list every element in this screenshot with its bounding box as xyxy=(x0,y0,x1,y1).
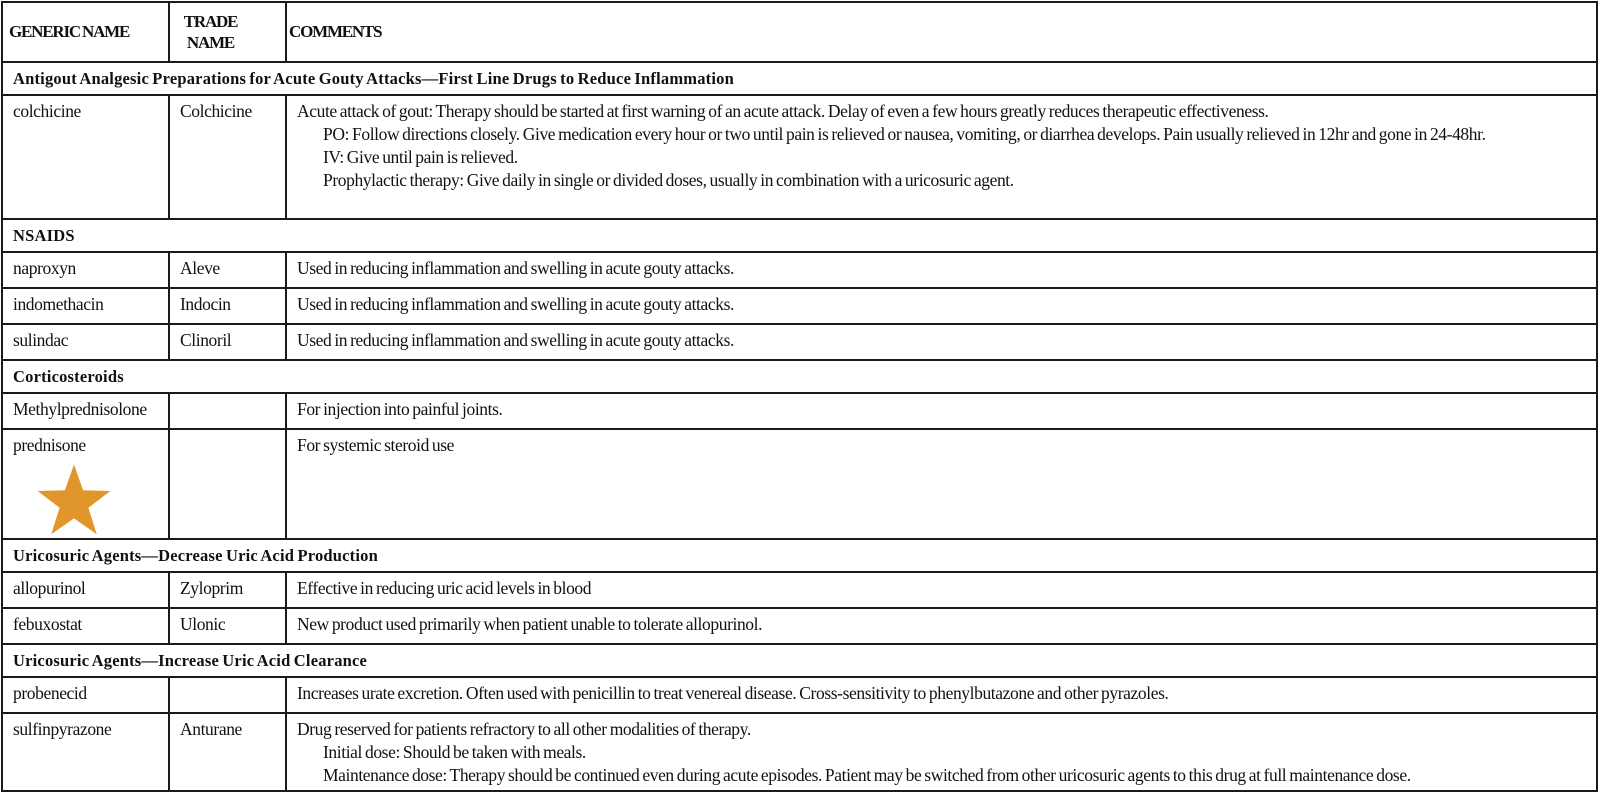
table-row xyxy=(2,677,1597,713)
trade-name-cell: Anturane xyxy=(169,713,286,791)
header-trade-name xyxy=(169,2,286,62)
star-icon xyxy=(36,463,112,535)
table-row xyxy=(2,429,1597,539)
section-title: Uricosuric Agents—Increase Uric Acid Clearance xyxy=(2,644,1597,677)
trade-name-cell: Zyloprim xyxy=(169,572,286,608)
generic-name-cell: allopurinol xyxy=(2,572,169,608)
comments-cell: Effective in reducing uric acid levels in blood xyxy=(286,572,1597,608)
table-row xyxy=(2,288,1597,324)
section-title: Uricosuric Agents—Decrease Uric Acid Production xyxy=(2,539,1597,572)
generic-name-cell: colchicine xyxy=(2,95,169,219)
comments-cell: Used in reducing inflammation and swelling in acute gouty attacks. xyxy=(286,252,1597,288)
comments-cell: For injection into painful joints. xyxy=(286,393,1597,429)
header-trade-line1: TRADE xyxy=(183,12,238,31)
header-generic-name: GENERIC NAME xyxy=(2,2,169,62)
section-header-row xyxy=(2,62,1597,95)
trade-name-cell: Clinoril xyxy=(169,324,286,360)
header-comments: COMMENTS xyxy=(286,2,1597,62)
generic-name-cell: probenecid xyxy=(2,677,169,713)
comments-cell xyxy=(286,713,1597,791)
trade-name-cell: Ulonic xyxy=(169,608,286,644)
star-shape xyxy=(38,465,111,535)
trade-name-cell: Aleve xyxy=(169,252,286,288)
comments-cell: For systemic steroid use xyxy=(286,429,1597,539)
table-header-row xyxy=(2,2,1597,62)
comment-line: Maintenance dose: Therapy should be continued even during acute episodes. Patient may be switched from other uricosuric agents to this drug at full maintenance dose. xyxy=(323,765,1411,785)
table-row xyxy=(2,324,1597,360)
section-title: Corticosteroids xyxy=(2,360,1597,393)
section-title: Antigout Analgesic Preparations for Acute Gouty Attacks—First Line Drugs to Reduce Inflammation xyxy=(2,62,1597,95)
comment-line: Initial dose: Should be taken with meals. xyxy=(323,742,586,762)
table-row xyxy=(2,572,1597,608)
comment-line: IV: Give until pain is relieved. xyxy=(323,147,518,167)
comments-cell xyxy=(286,95,1597,219)
comment-line: Acute attack of gout: Therapy should be started at first warning of an acute attack. Delay of even a few hours greatly reduces therapeutic effectiveness. xyxy=(297,101,1269,121)
trade-name-cell: Colchicine xyxy=(169,95,286,219)
table-row xyxy=(2,608,1597,644)
trade-name-cell xyxy=(169,677,286,713)
section-header-row xyxy=(2,539,1597,572)
table-row xyxy=(2,713,1597,791)
comments-cell: Used in reducing inflammation and swelling in acute gouty attacks. xyxy=(286,288,1597,324)
section-header-row xyxy=(2,219,1597,252)
comments-cell: New product used primarily when patient unable to tolerate allopurinol. xyxy=(286,608,1597,644)
generic-name-cell: febuxostat xyxy=(2,608,169,644)
trade-name-cell: Indocin xyxy=(169,288,286,324)
generic-name-cell: sulfinpyrazone xyxy=(2,713,169,791)
header-trade-line2: NAME xyxy=(186,33,235,52)
generic-name-cell: naproxyn xyxy=(2,252,169,288)
section-header-row xyxy=(2,360,1597,393)
comments-cell: Increases urate excretion. Often used with penicillin to treat venereal disease. Cross-sensitivity to phenylbutazone and other pyrazoles. xyxy=(286,677,1597,713)
trade-name-cell xyxy=(169,393,286,429)
section-header-row xyxy=(2,644,1597,677)
table-row xyxy=(2,393,1597,429)
generic-name-cell: Methylprednisolone xyxy=(2,393,169,429)
comments-cell: Used in reducing inflammation and swelling in acute gouty attacks. xyxy=(286,324,1597,360)
generic-name-cell: sulindac xyxy=(2,324,169,360)
generic-name-cell xyxy=(2,429,169,539)
table-row xyxy=(2,252,1597,288)
trade-name-cell xyxy=(169,429,286,539)
antigout-drug-table xyxy=(1,1,1598,792)
comment-line: Drug reserved for patients refractory to all other modalities of therapy. xyxy=(297,719,751,739)
table-row xyxy=(2,95,1597,219)
section-title: NSAIDS xyxy=(2,219,1597,252)
generic-name-text: prednisone xyxy=(13,435,86,455)
generic-name-cell: indomethacin xyxy=(2,288,169,324)
comment-line: Prophylactic therapy: Give daily in single or divided doses, usually in combination with a uricosuric agent. xyxy=(323,170,1014,190)
comment-line: PO: Follow directions closely. Give medication every hour or two until pain is relieved or nausea, vomiting, or diarrhea develops. Pain usually relieved in 12hr and gone in 24-48hr. xyxy=(323,124,1486,144)
